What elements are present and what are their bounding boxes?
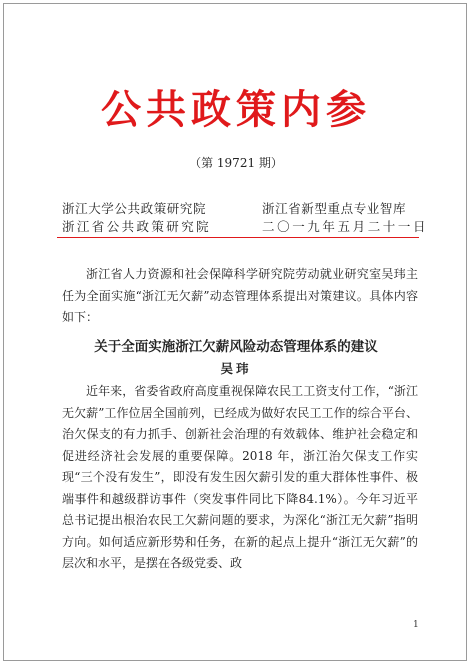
- think-tank-label: 浙江省新型重点专业智库: [262, 201, 407, 216]
- publication-date: 二〇一九年五月二十一日: [262, 219, 429, 234]
- article-body: 近年来，省委省政府高度重视保障农民工工资支付工作，“浙江无欠薪”工作位居全国前列，已经成为做好农民工工作的综合平台、治欠保支的有力抓手、创新社会治理的有效载体、维护社会稳定和促进经济社会发展的重要保障。2018 年，浙江治欠保支工作实现“三个没有发生”，即没有发生因欠薪引发的重大群体性事件、极端事件和越级群访事件（突发事件同比下降84.1%）。今年习近平总书记提出根治农民工欠薪问题的要求，为深化“浙江无欠薪”指明方向。如何适应新形势和任务，在新的起点上提升“浙江无欠薪”的层次和水平，是摆在各级党委、政: [62, 384, 418, 570]
- article-author: 吴玮: [220, 361, 252, 376]
- publisher-line-2: 浙江省公共政策研究院: [62, 219, 212, 234]
- intro-paragraph: 浙江省人力资源和社会保障科学研究院劳动就业研究室吴玮主任为全面实施“浙江无欠薪”动态管理体系提出对策建议。具体内容如下：: [62, 267, 418, 324]
- issue-number: （第 19721 期）: [189, 156, 283, 170]
- article-title: 关于全面实施浙江欠薪风险动态管理体系的建议: [94, 339, 378, 355]
- page-number: 1: [413, 620, 419, 630]
- publisher-line-1: 浙江大学公共政策研究院: [62, 201, 207, 216]
- document-title: 公共政策内参: [101, 86, 371, 133]
- header-divider: [57, 237, 419, 238]
